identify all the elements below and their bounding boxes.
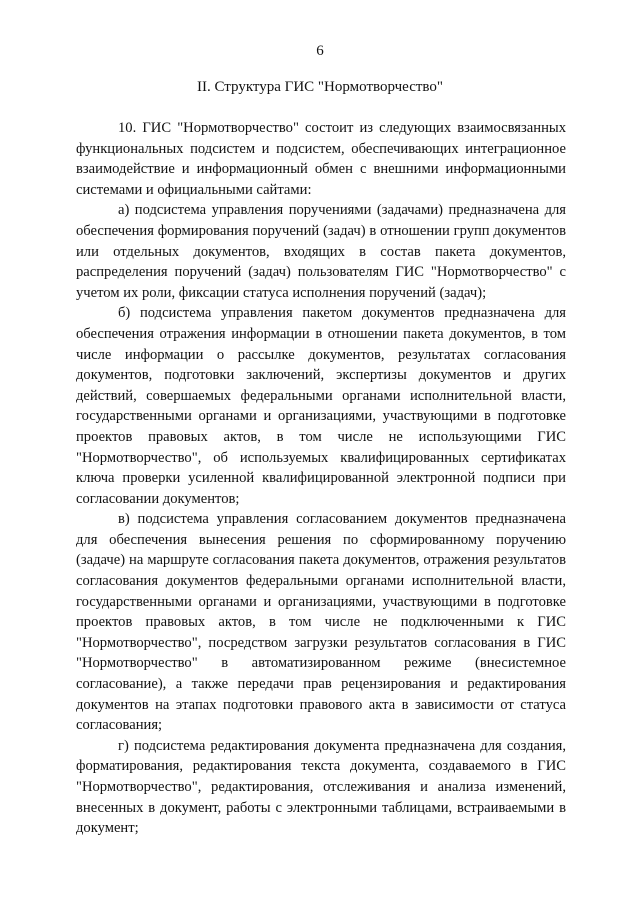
document-body bbox=[76, 118, 566, 839]
paragraph-g-document-editing: г) подсистема редактирования документа предназначена для создания, форматирования, редактирования текста документа, создаваемого в ГИС "Нормотворчество", редактирования, отслеживания и анализа изменений, внесенных в документ, работы с электронными таблицами, встраиваемыми в документ; bbox=[76, 737, 566, 837]
paragraph-v-approval-management: в) подсистема управления согласованием документов предназначена для обеспечения вынесения решения по сформированному поручению (задаче) на маршруте согласования пакета документов, отражения результатов согласования документов федеральными органами исполнительной власти, государственными органами и организациями, участвующими в подготовке проектов правовых актов, в том числе не подключенными к ГИС "Нормотворчество", посредством загрузки результатов согласования в ГИС "Нормотворчество" в автоматизированном режиме (внесистемное согласование), а также передачи прав рецензирования и редактирования документов на этапах подготовки правового акта в зависимости от статуса согласования; bbox=[76, 511, 566, 734]
paragraph-10-intro: 10. ГИС "Нормотворчество" состоит из следующих взаимосвязанных функциональных подсистем и подсистем, обеспечивающих интеграционное взаимодействие и информационный обмен с внешними информационными системами и официальными сайтами: bbox=[76, 120, 566, 198]
section-title: II. Структура ГИС "Нормотворчество" bbox=[196, 79, 444, 95]
paragraph-a-task-management: а) подсистема управления поручениями (задачами) предназначена для обеспечения формирования поручений (задач) в отношении групп документов или отдельных документов, входящих в состав пакета документов, распределения поручений (задач) пользователям ГИС "Нормотворчество" с учетом их роли, фиксации статуса исполнения поручений (задач); bbox=[76, 202, 566, 301]
page-number: 6 bbox=[316, 43, 324, 59]
paragraph-b-document-package: б) подсистема управления пакетом документов предназначена для обеспечения отражения информации в отношении пакета документов, в том числе информации о рассылке документов, результатах согласования документов, подготовки заключений, экспертизы документов и других действий, совершаемых федеральными органами исполнительной власти, государственными органами и организациями, участвующими в подготовке проектов правовых актов, в том числе не использующими ГИС "Нормотворчество", об используемых квалифицированных сертификатах ключа проверки усиленной квалифицированной электронной подписи при согласовании документов; bbox=[76, 305, 566, 507]
